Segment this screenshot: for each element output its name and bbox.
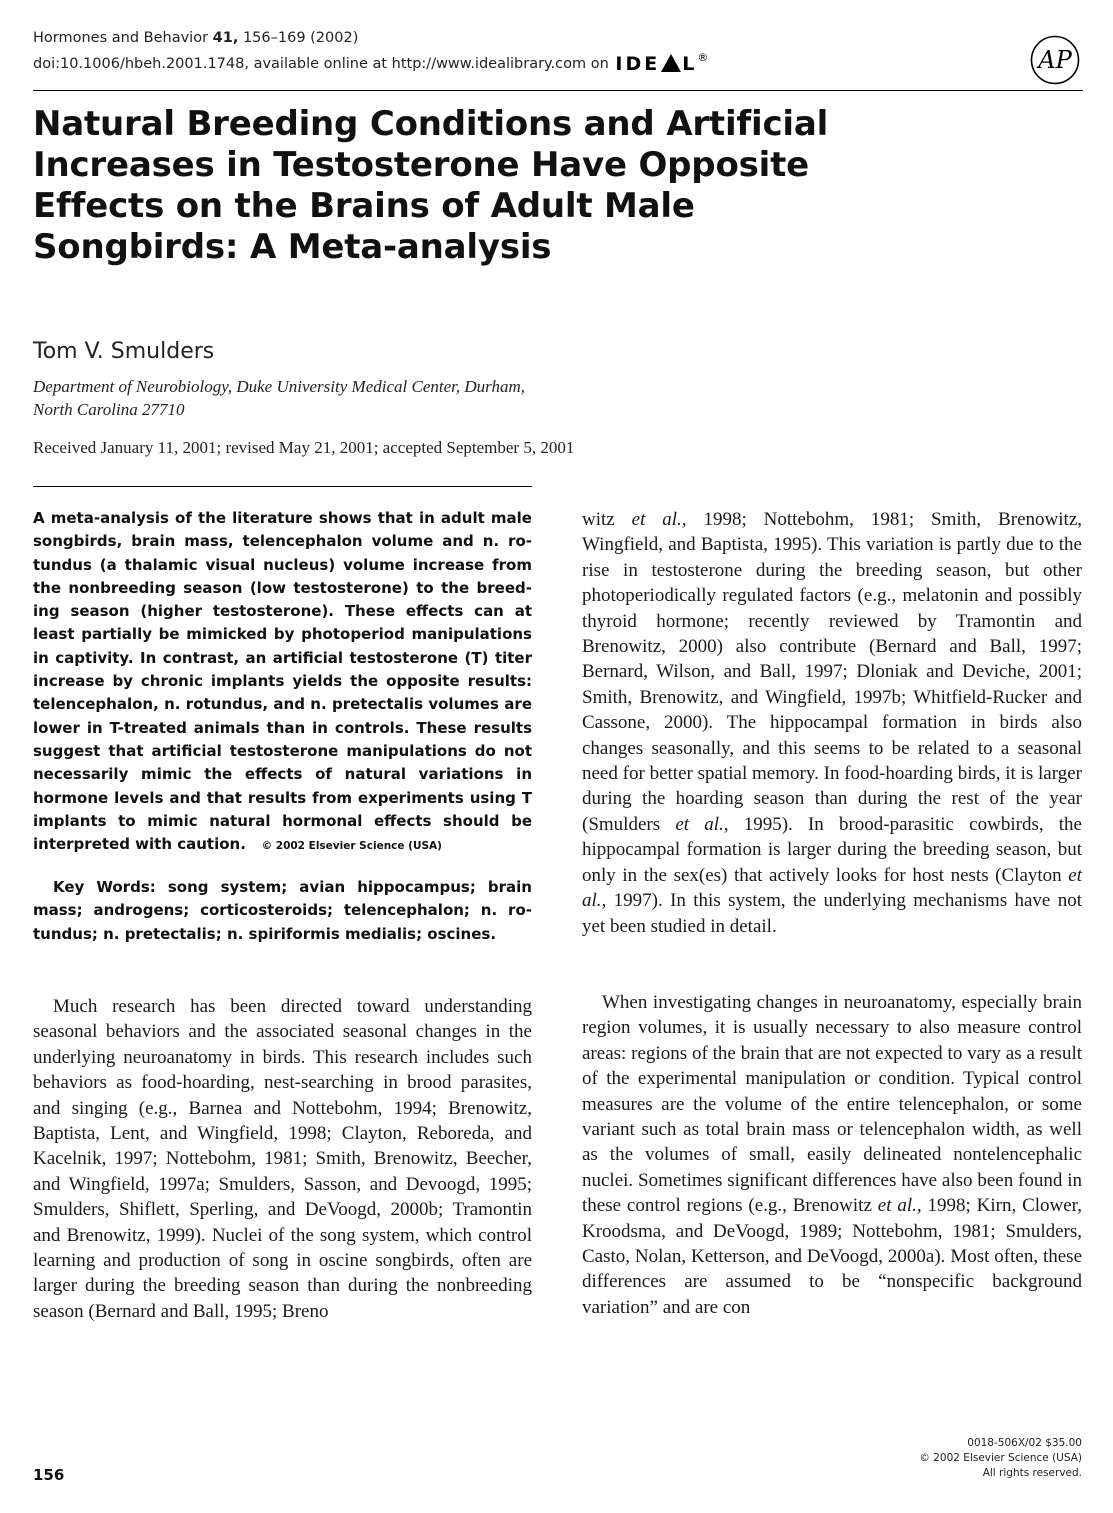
issn-price: 0018-506X/02 $35.00 — [967, 1437, 1082, 1449]
body-paragraph-1: Much research has been directed toward understanding seasonal behaviors and the associated seasonal changes in the underlying neuroanatomy in birds. This research includes such behaviors as food-hoarding, nest-searching in brood parasites, and singing (e.g., Barnea and Nottebohm, 1994; Brenowitz, Baptista, Lent, and Wingfield, 1998; Clayton, Reboreda, and Kacelnik, 1997; Nottebohm, 1981; Smith, Brenowitz, Beecher, and Wingfield, 1997a; Smulders, Sasson, and Devoogd, 1995; Smulders, Shiflett, Sperling, and DeVoogd, 2000b; Tramontin and Brenowitz, 1999). Nuclei of the song system, which control learning and production of song in oscine songbirds, often are larger during the breeding season than during the nonbreeding season (Bernard and Ball, 1995; Breno — [33, 996, 532, 1322]
ideal-logo-tail: L — [682, 53, 698, 75]
citation-header — [33, 28, 708, 74]
journal-pages: 156–169 (2002) — [242, 30, 359, 46]
doi-line — [33, 48, 708, 74]
copyright-footer — [919, 1436, 1082, 1481]
abstract-copyright: © 2002 Elsevier Science (USA) — [261, 840, 442, 853]
journal-volume: 41, — [212, 30, 239, 46]
article-title: Natural Breeding Conditions and Artificial Increases in Testosterone Have Opposite Effects on the Brains of Adult Male Songbirds: A Meta-analysis — [33, 104, 829, 267]
footer-rights: All rights reserved. — [982, 1467, 1082, 1479]
journal-line — [33, 28, 708, 48]
page-number: 156 — [33, 1466, 65, 1484]
footer-copyright: © 2002 Elsevier Science (USA) — [919, 1452, 1082, 1464]
author-name: Tom V. Smulders — [33, 339, 215, 364]
ideal-logo-registered-mark: ® — [697, 51, 709, 64]
text-run: witz — [582, 509, 632, 530]
keywords: Key Words: song system; avian hippocampus; brain mass; androgens; corticosteroids; telencephalon; n. rotundus; n. pretectalis; n. spiriformis medialis; oscines. — [33, 878, 532, 943]
header-rule — [33, 90, 1083, 91]
italic-run: et al., — [631, 509, 687, 530]
academic-press-logo — [1030, 35, 1080, 85]
text-run: When investigating changes in neuroanatomy, especially brain region volumes, it is usually necessary to also measure control areas: regions of the brain that are not expected to vary as a result of the experimental manipulation or condition. Typical control measures are the volume of the entire telencephalon, or some variant such as total brain mass or telencephalon width, as well as the volumes of small, easily delineated nontelencephalic nuclei. Sometimes significant differences have also been found in these control regions (e.g., Brenowitz — [582, 992, 1082, 1217]
italic-run: et al., — [877, 1195, 922, 1217]
affiliation-line-2: North Carolina 27710 — [33, 400, 185, 419]
publisher-logo-text: AP — [1038, 46, 1072, 74]
italic-run: et al., — [582, 864, 1082, 912]
ideal-logo-triangle-icon — [661, 54, 681, 72]
abstract — [33, 507, 532, 858]
text-run: 1995). In brood-parasitic cowbirds, the hippocampal formation is larger during the breeding season, but only in the sex(es) that actively looks for host nests (Clayton — [582, 813, 1082, 886]
ideal-logo-text: IDE — [615, 53, 661, 75]
abstract-rule — [33, 486, 532, 487]
text-run: 1997). In this system, the underlying mechanisms have not yet been studied in detail. — [582, 890, 1082, 937]
ideal-logo — [615, 48, 708, 74]
journal-name: Hormones and Behavior — [33, 30, 209, 46]
doi-text: doi:10.1006/hbeh.2001.1748, available online at http://www.idealibrary.com on — [33, 56, 609, 72]
text-run: 1998; Kirn, Clower, Kroodsma, and DeVoogd, 1989; Nottebohm, 1981; Smulders, Casto, Nolan, Ketterson, and DeVoogd, 2000a). Most often, these differences are assumed to be “nonspecific background variation” and are con — [582, 1195, 1082, 1318]
abstract-text: A meta-analysis of the literature shows that in adult male songbirds, brain mass, telencephalon volume and n. rotundus (a thalamic visual nucleus) volume increase from the nonbreeding season (low testosterone) to the breeding season (higher testosterone). These effects can at least partially be mimicked by photoperiod manipulations in captivity. In contrast, an artificial testosterone (T) titer increase by chronic implants yields the opposite results: telencephalon, n. rotundus, and n. pretectalis volumes are lower in T-treated animals than in controls. These results suggest that artificial testosterone manipulations do not necessarily mimic the effects of natural variations in hormone levels and that results from experiments using T implants to mimic natural hormonal effects should be interpreted with caution. — [33, 509, 532, 854]
author-affiliation — [33, 375, 653, 421]
italic-run: et al., — [675, 813, 729, 835]
body-paragraph-2 — [582, 990, 1082, 1320]
received-dates: Received January 11, 2001; revised May 21, 2001; accepted September 5, 2001 — [33, 438, 575, 457]
body-paragraph-1-continued — [582, 507, 1082, 939]
text-run: 1998; Nottebohm, 1981; Smith, Brenowitz, Wingfield, and Baptista, 1995). This variation is partly due to the rise in testosterone during the breeding season, but other photoperiodically regulated factors (e.g., melatonin and possibly thyroid hormone; recently reviewed by Tramontin and Brenowitz, 2000) also contribute (Bernard and Ball, 1997; Bernard, Wilson, and Ball, 1997; Dloniak and Deviche, 2001; Smith, Brenowitz, and Wingfield, 1997b; Whitfield-Rucker and Cassone, 2000). The hippocampal formation in birds also changes seasonally, and this seems to be related to a seasonal need for better spatial memory. In food-hoarding birds, it is larger during the hoarding season than during the rest of the year (Smulders — [582, 509, 1082, 835]
affiliation-line-1: Department of Neurobiology, Duke University Medical Center, Durham, — [33, 377, 525, 396]
